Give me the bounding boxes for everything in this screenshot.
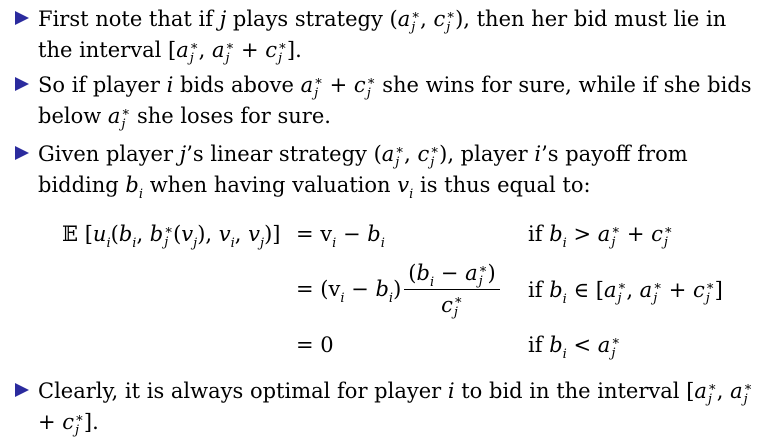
condition-row-3: if $b_i < a$ ∗ j [528,333,621,362]
condition-row-2: if $b_i$ ∈ [a ∗ j , a ∗ j + c ∗ j ] [528,278,723,307]
bullet-3 [14,139,754,201]
bullet-2 [14,70,754,132]
bullet-1-text: First note that if j plays strategy (a ∗ j , c ∗ j ), then her bid must lie in the interval [a ∗ j , a ∗ j + c ∗ j ]. [38,7,727,66]
bullet-3-text: Given player j’s linear strategy (a ∗ j , c ∗ j ), player i’s payoff from bidding $b_i$ when having valuation $v_i$ is thus equal to: [38,142,688,202]
triangle-right-icon [14,70,38,132]
triangle-right-icon [14,4,38,66]
bullet-4-text: Clearly, it is always optimal for player i to bid in the interval [a ∗ j , a ∗ j + c ∗ j ]. [38,379,753,438]
condition-row-1: if $b_i > a$ ∗ j + c ∗ j [528,222,673,251]
equation-row-2: = $(v_i - b_i)$ ($b_i - a$ ∗ j ) c ∗ j [296,260,503,318]
bullet-1 [14,4,754,66]
bullet-4 [14,376,754,438]
triangle-right-icon [14,376,38,438]
equation-row-1: = $v_i - b_i$ [296,222,385,251]
equation-lhs: 𝔼 [$u_i(b_i$, b ∗ j $(v_j)$, $v_i$, $v_j$)] [62,222,281,251]
triangle-right-icon [14,139,38,201]
equation-row-3: = 0 [296,333,334,357]
bullet-2-text: So if player i bids above a ∗ j + c ∗ j she wins for sure, while if she bids below a ∗ j she loses for sure. [38,73,752,132]
